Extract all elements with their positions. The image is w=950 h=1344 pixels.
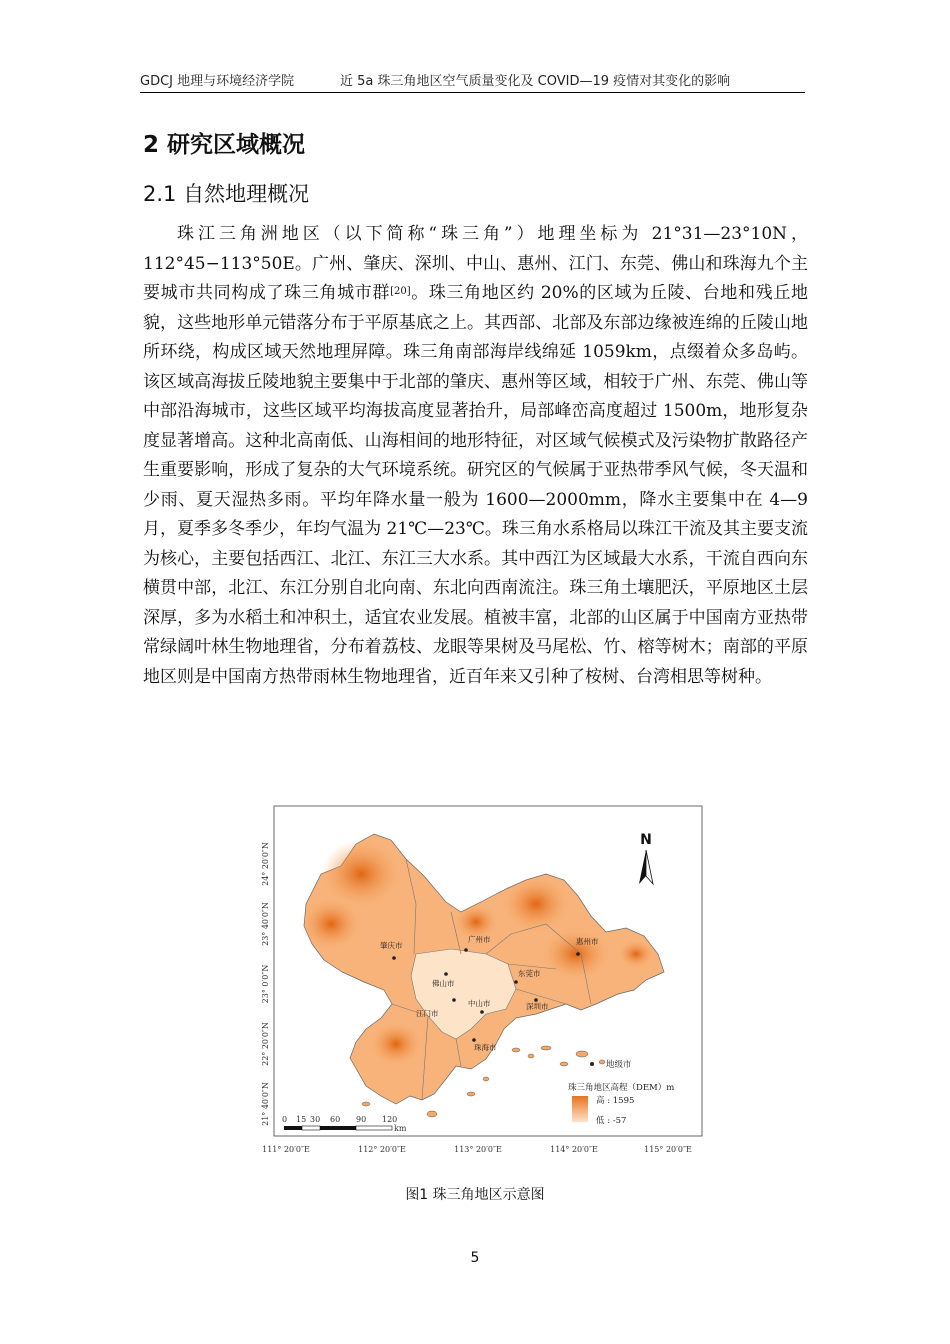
city-point: [392, 956, 396, 960]
mountain-shade: [370, 1022, 422, 1066]
city-label-huizhou: 惠州市: [576, 937, 599, 946]
city-label-shenzhen: 深圳市: [526, 1002, 549, 1011]
city-point: [480, 1010, 484, 1014]
city-point: [514, 980, 518, 984]
scale-tick: 30: [310, 1115, 321, 1124]
citation[interactable]: [20]: [390, 286, 411, 297]
city-point: [464, 948, 468, 952]
lat-tick: 22° 20′0″N: [261, 1022, 270, 1066]
city-label-guangzhou: 广州市: [468, 935, 491, 944]
mountain-shade: [321, 840, 401, 908]
city-point: [576, 952, 580, 956]
city-point: [444, 972, 448, 976]
lon-tick: 113° 20′0″E: [454, 1145, 502, 1154]
subsection-title: 2.1 自然地理概况: [143, 182, 310, 206]
lat-tick: 23° 40′0″N: [261, 902, 270, 946]
lon-tick: 111° 20′0″E: [262, 1145, 310, 1154]
paragraph-part-1: 珠江三角洲地区（以下简称“珠三角”）地理坐标为 21°31—23°10N，112°45−113°50E。广州、肇庆、深圳、中山、惠州、江门、东莞、佛山和珠海九个主要城市共同构成了珠三角城市群: [143, 224, 808, 303]
paper-short-title: 近 5a 珠三角地区空气质量变化及 COVID—19 疫情对其变化的影响: [340, 74, 731, 89]
mountain-shade: [618, 940, 654, 968]
city-label-zhongshan: 中山市: [468, 999, 491, 1008]
lon-tick: 114° 20′0″E: [550, 1145, 598, 1154]
scale-tick: 90: [356, 1115, 367, 1124]
scale-tick: 120: [382, 1115, 398, 1124]
figure-caption: 图1 珠三角地区示意图: [405, 1187, 545, 1203]
body-paragraph: [143, 220, 808, 692]
legend-high: 高 : 1595: [596, 1096, 635, 1106]
scale-tick: 0: [282, 1115, 288, 1124]
lon-tick: 115° 20′0″E: [644, 1145, 692, 1154]
scale-tick: 60: [330, 1115, 341, 1124]
page-number: 5: [470, 1250, 480, 1266]
legend-point-label: 地级市: [606, 1060, 632, 1070]
city-label-jiangmen: 江门市: [416, 1009, 439, 1018]
legend-low: 低 : -57: [596, 1116, 627, 1126]
legend-dem-title: 珠三角地区高程（DEM）m: [568, 1083, 675, 1093]
journal-name: GDCJ 地理与环境经济学院: [140, 74, 295, 89]
scale-tick: 15: [296, 1115, 307, 1124]
legend-dem-ramp: [572, 1096, 588, 1122]
latitude-labels: [261, 842, 270, 1126]
lon-tick: 112° 20′0″E: [358, 1145, 406, 1154]
city-label-foshan: 佛山市: [432, 979, 455, 988]
mountain-shade: [301, 898, 361, 950]
lat-tick: 21° 40′0″N: [261, 1082, 270, 1126]
lat-tick: 23° 0′0″N: [261, 964, 270, 1004]
paragraph-part-2: 。珠三角地区约 20%的区域为丘陵、台地和残丘地貌，这些地形单元错落分布于平原基底之上。其西部、北部及东部边缘被连绵的丘陵山地所环绕，构成区域天然地理屏障。珠三角南部海岸线绵延 1059km，点缀着众多岛屿。该区域高海拔丘陵地貌主要集中于北部的肇庆、惠州等区域，相较于广州、东莞、佛山等中部沿海城市，这些区域平均海拔高度显著抬升，局部峰峦高度超过 1500m，地形复杂度显著增高。这种北高南低、山海相间的地形特征，对区域气候模式及污染物扩散路径产生重要影响，形成了复杂的大气环境系统。研究区的气候属于亚热带季风气候，冬天温和少雨、夏天湿热多雨。平均年降水量一般为 1600—2000mm，降水主要集中在 4—9 月，夏季多冬季少，年均气温为 21℃—23℃。珠三角水系格局以珠江干流及其主要支流为核心，主要包括西江、北江、东江三大水系。其中西江为区域最大水系，干流自西向东横贯中部，北江、东江分别自北向南、东北向西南流注。珠三角土壤肥沃，平原地区土层深厚，多为水稻土和冲积土，适宜农业发展。植被丰富，北部的山区属于中国南方亚热带常绿阔叶林生物地理省，分布着荔枝、龙眼等果树及马尾松、竹、榕等树木；南部的平原地区则是中国南方热带雨林生物地理省，近百年来又引种了桉树、台湾相思等树种。: [143, 283, 808, 687]
section-title: 2 研究区域概况: [143, 132, 306, 158]
header-rule: [140, 92, 805, 93]
longitude-labels: [262, 1145, 692, 1154]
city-label-zhuhai: 珠海市: [474, 1043, 497, 1052]
city-label-zhaoqing: 肇庆市: [380, 941, 403, 950]
legend-city-point: [590, 1062, 594, 1066]
prd-map-figure: [246, 804, 706, 1158]
mountain-shade: [502, 876, 570, 932]
mountain-shade: [542, 928, 610, 980]
city-point: [452, 998, 456, 1002]
north-label: N: [640, 832, 652, 848]
city-label-dongguan: 东莞市: [518, 969, 541, 978]
scale-unit: km: [394, 1124, 407, 1133]
city-point: [472, 1038, 476, 1042]
lat-tick: 24° 20′0″N: [261, 842, 270, 886]
